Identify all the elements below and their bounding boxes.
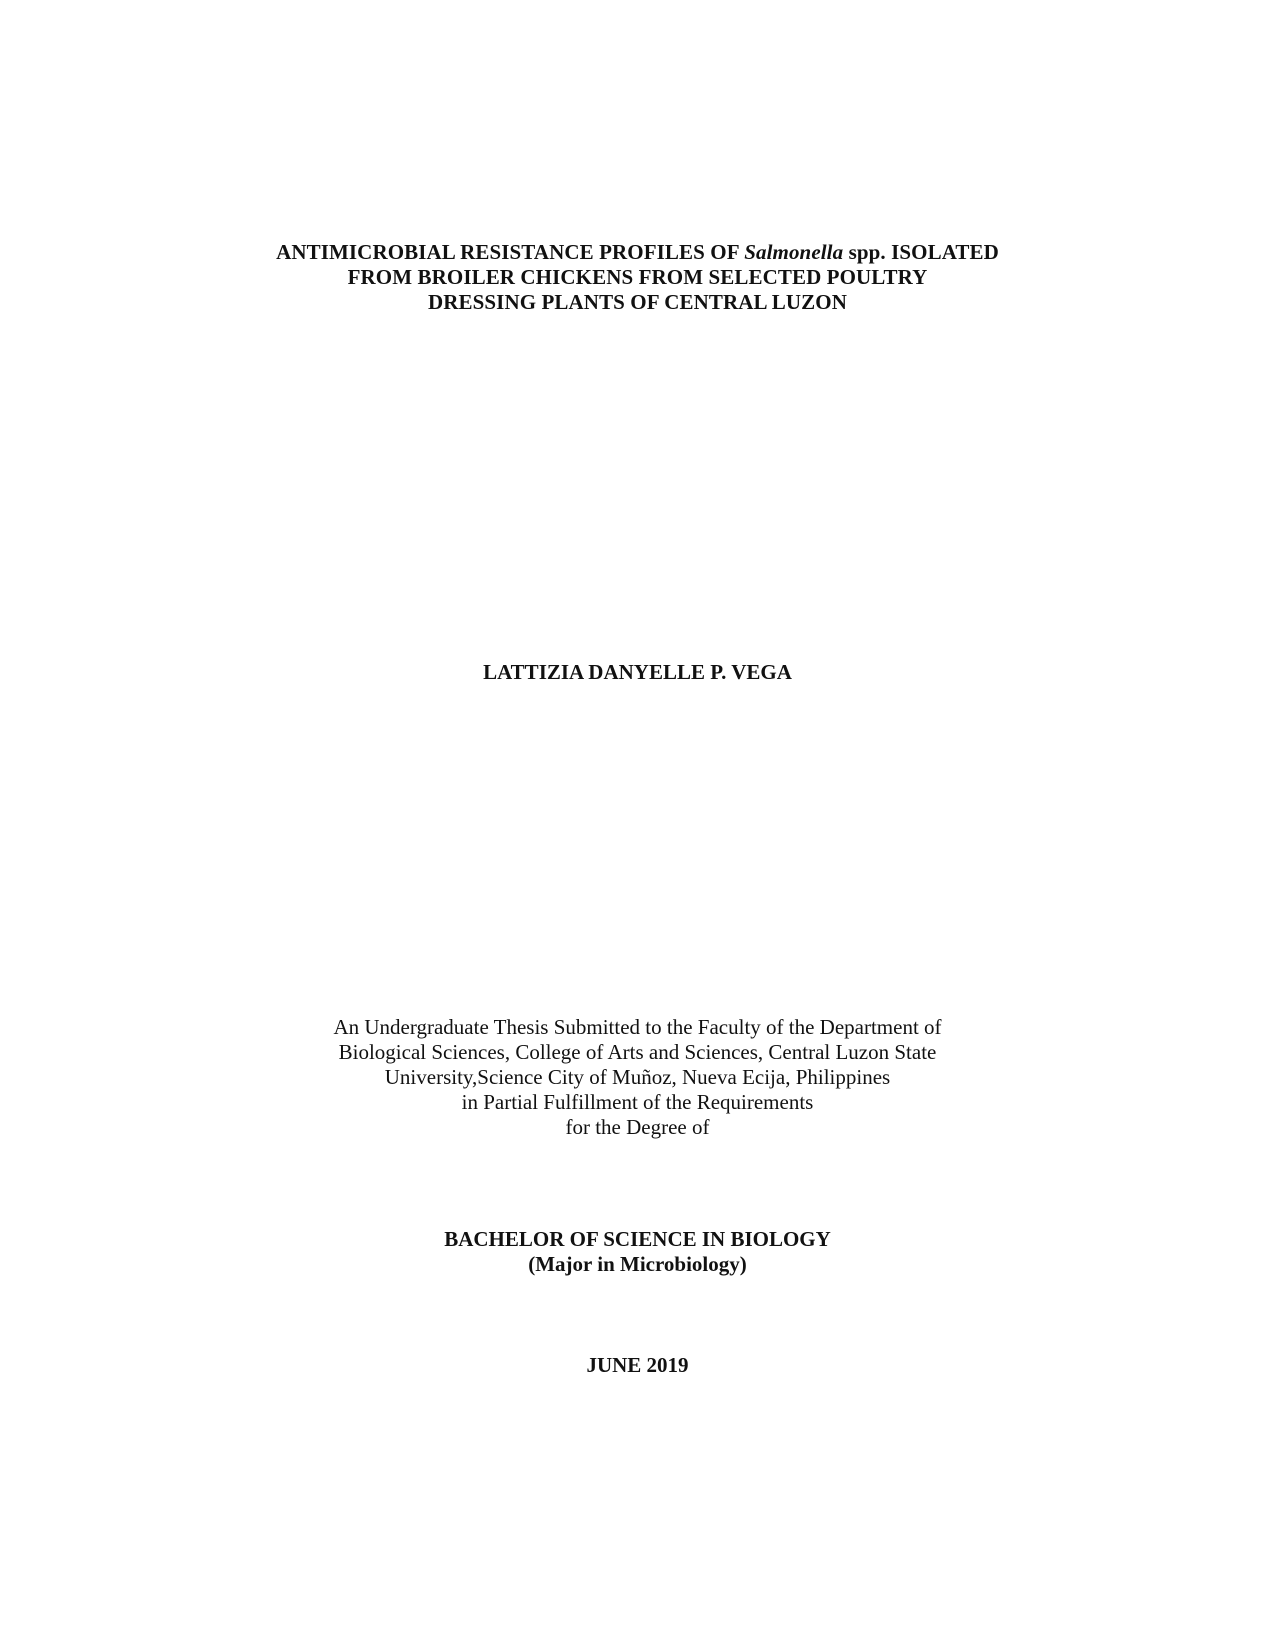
title-line-1-suffix: spp. ISOLATED (843, 240, 999, 264)
submission-line-2: Biological Sciences, College of Arts and Sciences, Central Luzon State (338, 1040, 937, 1064)
degree-name: BACHELOR OF SCIENCE IN BIOLOGY (444, 1227, 831, 1251)
submission-statement (0, 1015, 1275, 1140)
submission-date: JUNE 2019 (586, 1353, 689, 1377)
thesis-title (0, 240, 1275, 315)
submission-line-3: University,Science City of Muñoz, Nueva Ecija, Philippines (384, 1065, 891, 1089)
thesis-title-line-3: DRESSING PLANTS OF CENTRAL LUZON (427, 290, 847, 314)
thesis-title-line-1 (0, 240, 1275, 265)
title-genus-name: Salmonella (744, 240, 844, 264)
submission-line-5: for the Degree of (565, 1115, 710, 1139)
degree-major: (Major in Microbiology) (528, 1252, 747, 1276)
degree-block (0, 1227, 1275, 1277)
submission-line-1: An Undergraduate Thesis Submitted to the Faculty of the Department of (333, 1015, 942, 1039)
submission-line-4: in Partial Fulfillment of the Requirements (461, 1090, 814, 1114)
thesis-title-line-2: FROM BROILER CHICKENS FROM SELECTED POULTRY (347, 265, 928, 289)
author-name: LATTIZIA DANYELLE P. VEGA (483, 660, 792, 684)
title-line-1-text: ANTIMICROBIAL RESISTANCE PROFILES OF (276, 240, 745, 264)
